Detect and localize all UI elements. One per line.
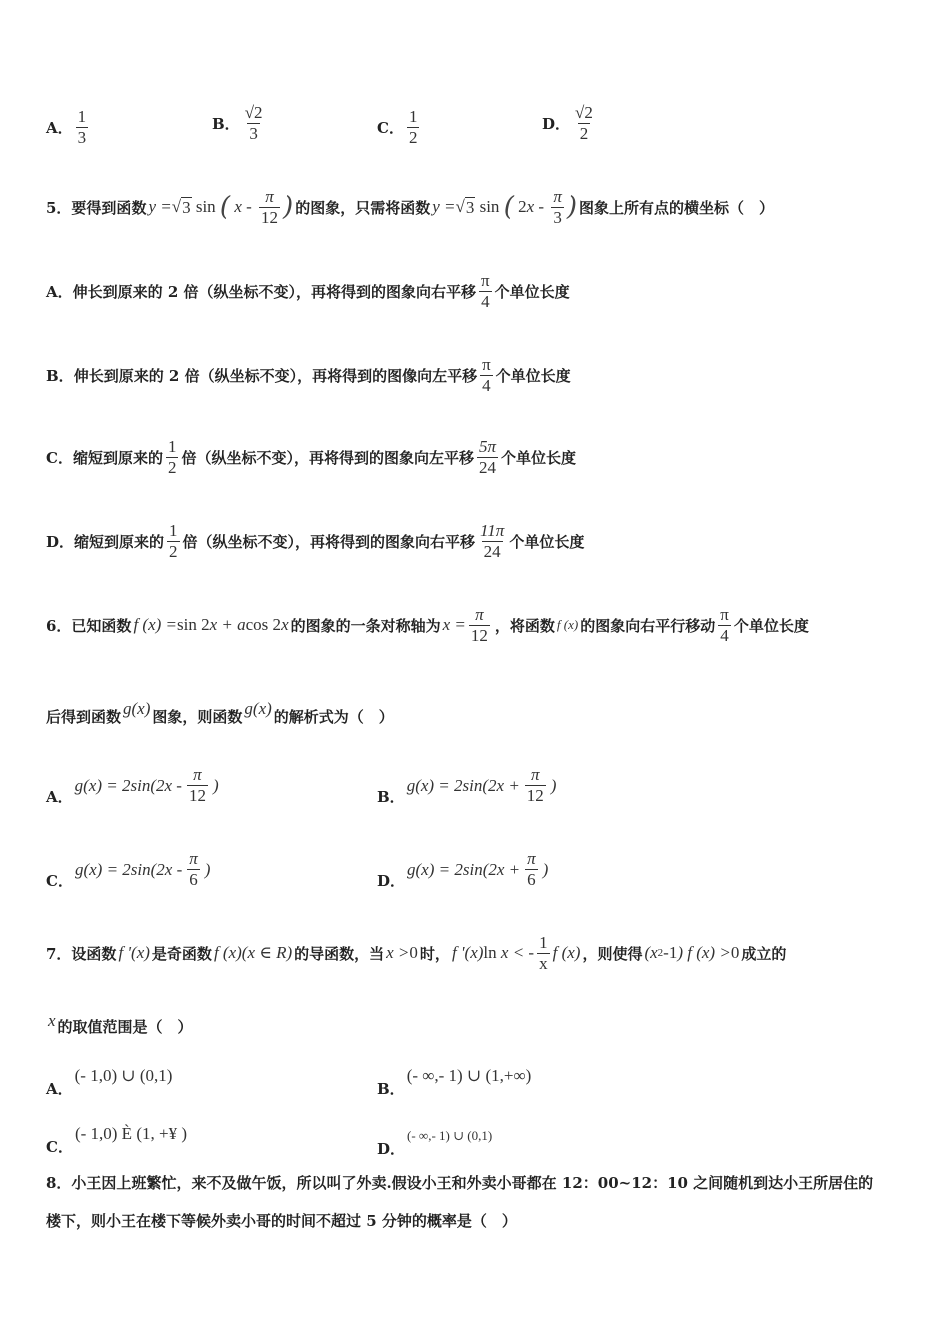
q7-option-a: A． (- 1,0) ∪ (0,1) (46, 1065, 173, 1098)
math-expression: (- 1,0) È (1, +¥ ) (74, 1123, 187, 1143)
fraction: $\frac{\pi}{12}$ (188, 765, 206, 805)
math-expression: (x 2 - 1 ) f (x) > 0 (644, 943, 740, 963)
fraction: $\frac{11\pi}{24}$ (480, 521, 505, 561)
math-expression: x (48, 1010, 56, 1030)
math-expression: f (x) = sin 2 x + a cos 2 x (133, 615, 289, 635)
option-label: B． (212, 114, 240, 133)
q6-stem-line1: 6．已知函数 f (x) = sin 2 x + a cos 2 x 的图象的一条对称轴为 x = $\frac{\pi}{12}$ ，将函数 f (x) 的图象向右平行移动 $\frac{\pi}{4}$ 个单位长度 (46, 605, 809, 645)
math-expression: (- ∞,- 1) ∪ (0,1) (407, 1127, 493, 1143)
fraction: $\frac{\pi}{4}$ (481, 271, 490, 311)
fraction: $\frac{\pi}{4}$ (720, 605, 729, 645)
q5-option-d: D． 缩短到原来的 $\frac{1}{2}$ 倍（纵坐标不变），再将得到的图象向右平移 $\frac{11\pi}{24}$ 个单位长度 (46, 521, 585, 561)
math-expression: f '(x) (118, 943, 150, 963)
q6-stem-line2: 后得到函数 g(x) 图象，则函数 g(x) 的解析式为（ ） (46, 698, 394, 726)
q5-option-a: A． 伸长到原来的 2 倍（纵坐标不变），再将得到的图象向右平移 $\frac{\pi}{4}$ 个单位长度 (46, 271, 570, 311)
q5-option-b: B． 伸长到原来的 2 倍（纵坐标不变），再将得到的图像向左平移 $\frac{\pi}{4}$ 个单位长度 (46, 355, 571, 395)
math-expression: y = √ 3 sin ( x - $\frac{\pi}{12}$ ) (148, 187, 294, 227)
q4-option-c (377, 108, 422, 147)
fraction: $\frac{\pi}{12}$ (526, 765, 544, 805)
math-expression: g(x) (123, 698, 151, 718)
q7-option-d: D． (- ∞,- 1) ∪ (0,1) (377, 1127, 493, 1158)
fraction: $\frac{1}{3}$ (77, 107, 87, 147)
math-expression: f (x)(x ∈ R) (213, 943, 293, 963)
option-label: A． (46, 118, 73, 137)
q6-option-d: D． g(x) = 2sin(2x + $\frac{\pi}{6}$ ) (377, 849, 549, 890)
q4-option-d (542, 104, 598, 143)
q7-stem-line1: 7．设函数 f '(x) 是奇函数 f (x)(x ∈ R) 的导函数，当 x > 0 时， f '(x) ln x < - $\frac{1}{x}$ f (x) ，则使得 (x 2 - 1 ) f (x) > 0 成立的 (46, 933, 787, 973)
option-label: D． (542, 114, 571, 133)
q8-stem-line2: 楼下，则小王在楼下等候外卖小哥的时间不超过 5 分钟的概率是（ ） (46, 1212, 517, 1230)
q7-stem-line2: x 的取值范围是（ ） (48, 1010, 193, 1036)
q6-option-a: A． g(x) = 2sin(2x - $\frac{\pi}{12}$ ) (46, 765, 219, 806)
q4-option-b (212, 104, 268, 143)
math-expression: g(x) = 2sin(2x - (74, 775, 182, 795)
math-expression: g(x) = 2sin(2x - (74, 859, 183, 879)
fraction: $\frac{1}{2}$ (169, 521, 178, 561)
math-expression: g(x) = 2sin(2x + (406, 775, 520, 795)
q5-stem: 5．要得到函数 y = √ 3 sin ( x - $\frac{\pi}{12}$ ) 的图象，只需将函数 y = √ 3 sin ( 2 x - $\frac{\pi}{3}$ ) 图象上所有点的横坐标（ ） (46, 187, 775, 227)
math-expression: f '(x) ln x < - $\frac{1}{x}$ f (x) (451, 933, 581, 973)
fraction: $\frac{√2}{3}$ (244, 103, 263, 143)
fraction: $\frac{√2}{2}$ (575, 103, 593, 143)
fraction: $\frac{1}{2}$ (167, 437, 177, 477)
option-label: C． (377, 118, 404, 137)
q6-option-c: C． g(x) = 2sin(2x - $\frac{\pi}{6}$ ) (46, 849, 211, 890)
fraction: $\frac{\pi}{6}$ (527, 849, 536, 889)
fraction: $\frac{5\pi}{24}$ (478, 437, 497, 477)
q7-option-c: C． (- 1,0) È (1, +¥ ) (46, 1123, 187, 1156)
math-expression: f (x) (556, 617, 579, 633)
math-expression: x = $\frac{\pi}{12}$ (442, 605, 488, 645)
q7-option-b: B． (- ∞,- 1) ∪ (1,+∞) (377, 1065, 532, 1098)
fraction: $\frac{\pi}{4}$ (482, 355, 491, 395)
q8-stem-line1: 8．小王因上班繁忙，来不及做午饭，所以叫了外卖.假设小王和外卖小哥都在 12：00~12：10 之间随机到达小王所居住的 (46, 1174, 874, 1192)
math-expression: y = √ 3 sin ( 2 x - $\frac{\pi}{3}$ ) (432, 187, 577, 227)
fraction: $\frac{\pi}{6}$ (189, 849, 198, 889)
math-expression: g(x) (244, 698, 272, 718)
fraction: $\frac{1}{2}$ (408, 107, 418, 147)
math-expression: x > 0 (386, 943, 418, 963)
q4-option-a (46, 108, 91, 147)
math-expression: g(x) = 2sin(2x + (407, 859, 521, 879)
q5-option-c: C． 缩短到原来的 $\frac{1}{2}$ 倍（纵坐标不变），再将得到的图象向左平移 $\frac{5\pi}{24}$ 个单位长度 (46, 437, 577, 477)
q6-option-b: B． g(x) = 2sin(2x + $\frac{\pi}{12}$ ) (377, 765, 557, 806)
math-expression: (- 1,0) ∪ (0,1) (74, 1065, 173, 1085)
math-expression: (- ∞,- 1) ∪ (1,+∞) (406, 1065, 532, 1085)
